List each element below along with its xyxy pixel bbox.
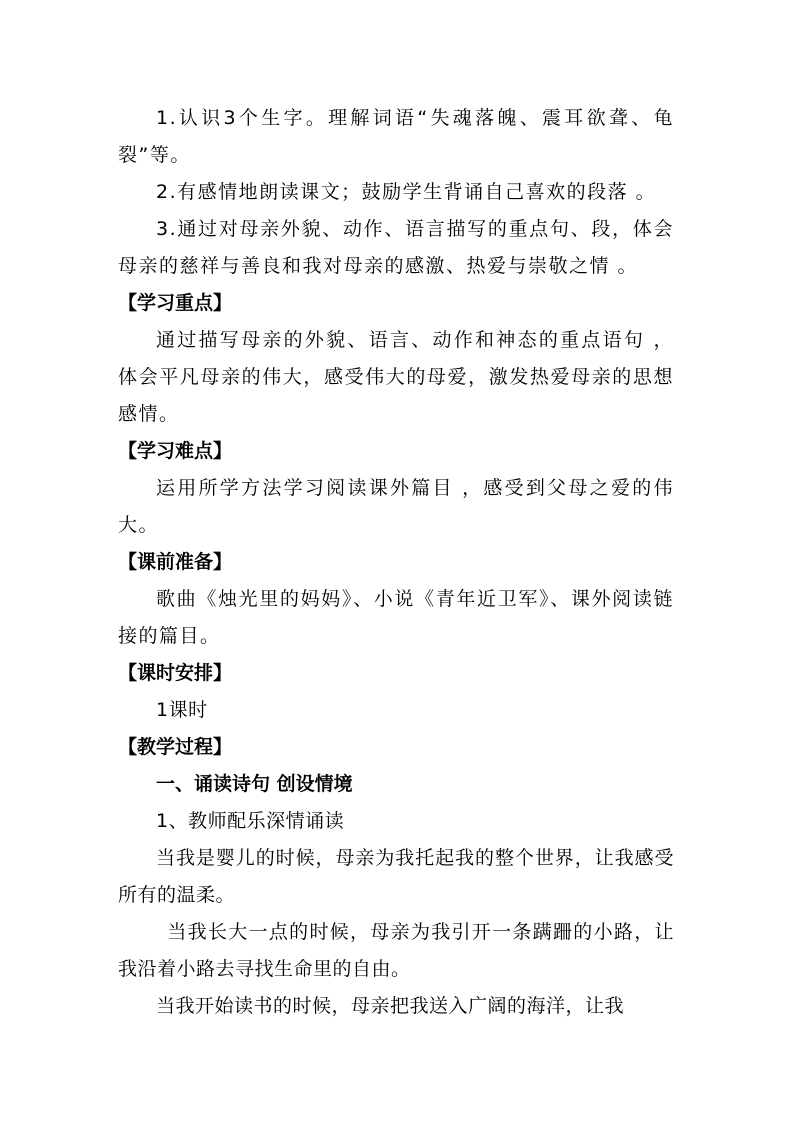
process-heading: 【教学过程】 [118,736,233,758]
key-points-text: 通过描写母亲的外貌、语言、动作和神态的重点语句 ，体会平凡母亲的伟大，感受伟大的母爱，激发热爱母亲的思想感情。 [118,329,674,425]
objective-1: 1.认识3个生字。理解词语“失魂落魄、震耳欲聋、龟裂”等。 [118,107,674,166]
schedule-text: 1课时 [156,699,208,721]
recitation-line-2: 当我长大一点的时候，母亲为我引开一条蹒跚的小路，让我沿着小路去寻找生命里的自由。 [118,921,674,980]
difficulties-heading: 【学习难点】 [118,440,233,462]
step-1-title: 1、教师配乐深情诵读 [156,810,345,832]
schedule-heading: 【课时安排】 [118,662,233,684]
preparation-heading: 【课前准备】 [118,551,233,573]
objective-2: 2.有感情地朗读课文；鼓励学生背诵自己喜欢的段落 。 [156,181,657,203]
preparation-text: 歌曲《烛光里的妈妈》、小说《青年近卫军》、课外阅读链接的篇目。 [118,588,674,647]
recitation-line-3: 当我开始读书的时候，母亲把我送入广阔的海洋，让我 [156,995,625,1017]
lesson-plan-content [118,100,674,1025]
difficulties-text: 运用所学方法学习阅读课外篇目 ，感受到父母之爱的伟大。 [118,477,674,536]
key-points-heading: 【学习重点】 [118,292,233,314]
objective-3: 3.通过对母亲外貌、动作、语言描写的重点句、段，体会母亲的慈祥与善良和我对母亲的感激、热爱与崇敬之情 。 [118,218,674,277]
recitation-line-1: 当我是婴儿的时候，母亲为我托起我的整个世界，让我感受所有的温柔。 [118,847,674,906]
section-1-title: 一、诵读诗句 创设情境 [156,773,353,795]
